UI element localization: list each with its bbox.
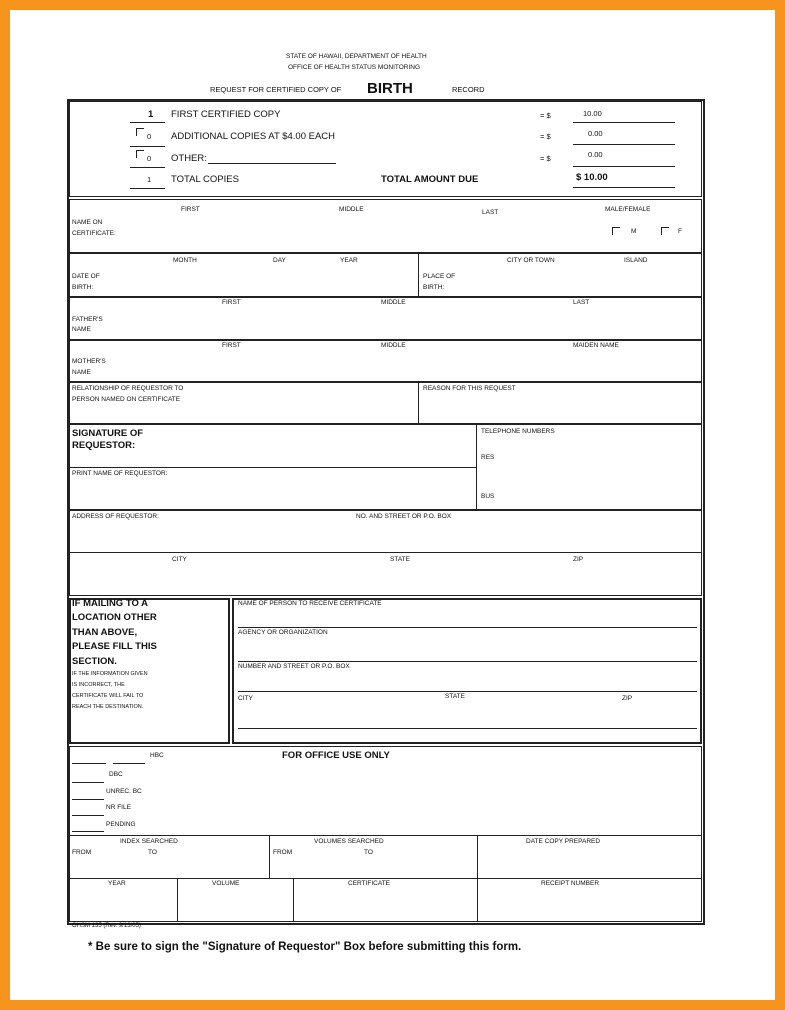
nr-file-label: NR FILE — [106, 804, 131, 811]
form-number: OHSM 135 (Rev. 9/13/05) — [72, 923, 141, 929]
father-label-2: NAME — [72, 326, 91, 333]
volume-label: VOLUME — [212, 880, 240, 887]
father-first-header: FIRST — [222, 299, 241, 306]
mother-middle-header: MIDDLE — [381, 342, 406, 349]
hbc-label: HBC — [150, 752, 164, 759]
mail-street-field[interactable] — [238, 691, 697, 692]
telephone-label: TELEPHONE NUMBERS — [481, 428, 555, 435]
zip-header: ZIP — [573, 556, 584, 563]
male-checkbox[interactable] — [612, 227, 620, 235]
total-due-amount[interactable]: $ 10.00 — [576, 172, 608, 183]
bus-phone-label: BUS — [481, 493, 495, 500]
additional-copies-eq: = $ — [540, 132, 551, 141]
date-of-birth-label-2: BIRTH: — [72, 284, 94, 291]
first-copy-eq: = $ — [540, 111, 551, 120]
birth-year-header: YEAR — [340, 257, 358, 264]
agency-line-2: OFFICE OF HEALTH STATUS MONITORING — [288, 64, 421, 71]
city-header: CITY — [172, 556, 187, 563]
mail-city-label: CITY — [238, 695, 253, 702]
name-label-1: NAME ON — [72, 219, 103, 226]
res-phone-label: RES — [481, 454, 495, 461]
other-field[interactable] — [208, 163, 336, 164]
index-from-label: FROM — [72, 849, 92, 856]
sex-header: MALE/FEMALE — [605, 206, 651, 213]
father-last-header: LAST — [573, 299, 590, 306]
address-section — [69, 510, 702, 596]
recipient-field[interactable] — [238, 627, 697, 628]
record-type: BIRTH — [367, 80, 413, 97]
relationship-label-2: PERSON NAMED ON CERTIFICATE — [72, 396, 181, 403]
mailing-address-box — [232, 598, 702, 744]
request-prefix: REQUEST FOR CERTIFIED COPY OF — [210, 85, 342, 94]
certificate-label: CERTIFICATE — [348, 880, 391, 887]
volumes-to-label: TO — [364, 849, 373, 856]
office-use-section — [69, 746, 702, 922]
name-label-2: CERTIFICATE: — [72, 230, 116, 237]
male-label: M — [631, 228, 637, 235]
pending-label: PENDING — [106, 821, 136, 828]
year-label: YEAR — [108, 880, 126, 887]
agency-label: AGENCY OR ORGANIZATION — [238, 629, 328, 636]
agency-line-1: STATE OF HAWAII, DEPARTMENT OF HEALTH — [286, 53, 427, 60]
index-searched-label: INDEX SEARCHED — [120, 838, 178, 845]
volumes-from-label: FROM — [273, 849, 293, 856]
mail-zip-label: ZIP — [622, 695, 633, 702]
mother-label-2: NAME — [72, 369, 91, 376]
date-of-birth-label-1: DATE OF — [72, 273, 100, 280]
mother-maiden-header: MAIDEN NAME — [573, 342, 619, 349]
mother-label-1: MOTHER'S — [72, 358, 106, 365]
first-copy-label: FIRST CERTIFIED COPY — [171, 109, 281, 120]
signature-label-1: SIGNATURE OF — [72, 428, 144, 439]
mail-state-label: STATE — [445, 693, 465, 700]
signature-reminder: * Be sure to sign the "Signature of Requestor" Box before submitting this form. — [88, 941, 522, 953]
receipt-label: RECEIPT NUMBER — [541, 880, 600, 887]
female-checkbox[interactable] — [661, 227, 669, 235]
print-name-label: PRINT NAME OF REQUESTOR: — [72, 470, 168, 477]
birth-island-header: ISLAND — [624, 257, 648, 264]
reason-label: REASON FOR THIS REQUEST — [423, 385, 516, 392]
birth-city-header: CITY OR TOWN — [507, 257, 555, 264]
additional-copies-label: ADDITIONAL COPIES AT $4.00 EACH — [171, 131, 336, 142]
index-to-label: TO — [148, 849, 157, 856]
first-copy-amount[interactable]: 10.00 — [583, 109, 602, 118]
name-first-header: FIRST — [181, 206, 200, 213]
first-copy-qty[interactable]: 1 — [148, 109, 154, 120]
address-label: ADDRESS OF REQUESTOR: — [72, 513, 159, 520]
other-eq: = $ — [540, 154, 551, 163]
father-middle-header: MIDDLE — [381, 299, 406, 306]
birth-section — [69, 253, 702, 297]
other-amount[interactable]: 0.00 — [588, 150, 603, 159]
birth-day-header: DAY — [273, 257, 286, 264]
state-header: STATE — [390, 556, 410, 563]
other-qty[interactable]: 0 — [147, 154, 152, 163]
birth-month-header: MONTH — [173, 257, 197, 264]
name-middle-header: MIDDLE — [339, 206, 364, 213]
additional-copies-amount[interactable]: 0.00 — [588, 129, 603, 138]
female-label: F — [678, 228, 682, 235]
street-header: NO. AND STREET OR P.O. BOX — [356, 513, 452, 520]
place-of-birth-label-2: BIRTH: — [423, 284, 445, 291]
place-of-birth-label-1: PLACE OF — [423, 273, 456, 280]
recipient-label: NAME OF PERSON TO RECEIVE CERTIFICATE — [238, 600, 382, 607]
signature-label-2: REQUESTOR: — [72, 440, 136, 451]
total-copies-qty[interactable]: 1 — [147, 175, 152, 184]
total-due-label: TOTAL AMOUNT DUE — [381, 174, 479, 185]
mail-city-field[interactable] — [238, 728, 697, 729]
volumes-searched-label: VOLUMES SEARCHED — [314, 838, 384, 845]
total-copies-label: TOTAL COPIES — [171, 174, 239, 185]
mail-street-label: NUMBER AND STREET OR P.O. BOX — [238, 663, 350, 670]
other-label: OTHER: — [171, 153, 207, 164]
dbc-label: DBC — [109, 771, 123, 778]
additional-copies-qty[interactable]: 0 — [147, 132, 152, 141]
unrec-label: UNREC. BC — [106, 788, 142, 795]
office-use-heading: FOR OFFICE USE ONLY — [282, 750, 390, 761]
date-copy-label: DATE COPY PREPARED — [526, 838, 601, 845]
relationship-label-1: RELATIONSHIP OF REQUESTOR TO — [72, 385, 184, 392]
name-last-header: LAST — [482, 209, 499, 216]
mother-first-header: FIRST — [222, 342, 241, 349]
father-label-1: FATHER'S — [72, 316, 103, 323]
record-suffix: RECORD — [452, 85, 485, 94]
agency-field[interactable] — [238, 661, 697, 662]
